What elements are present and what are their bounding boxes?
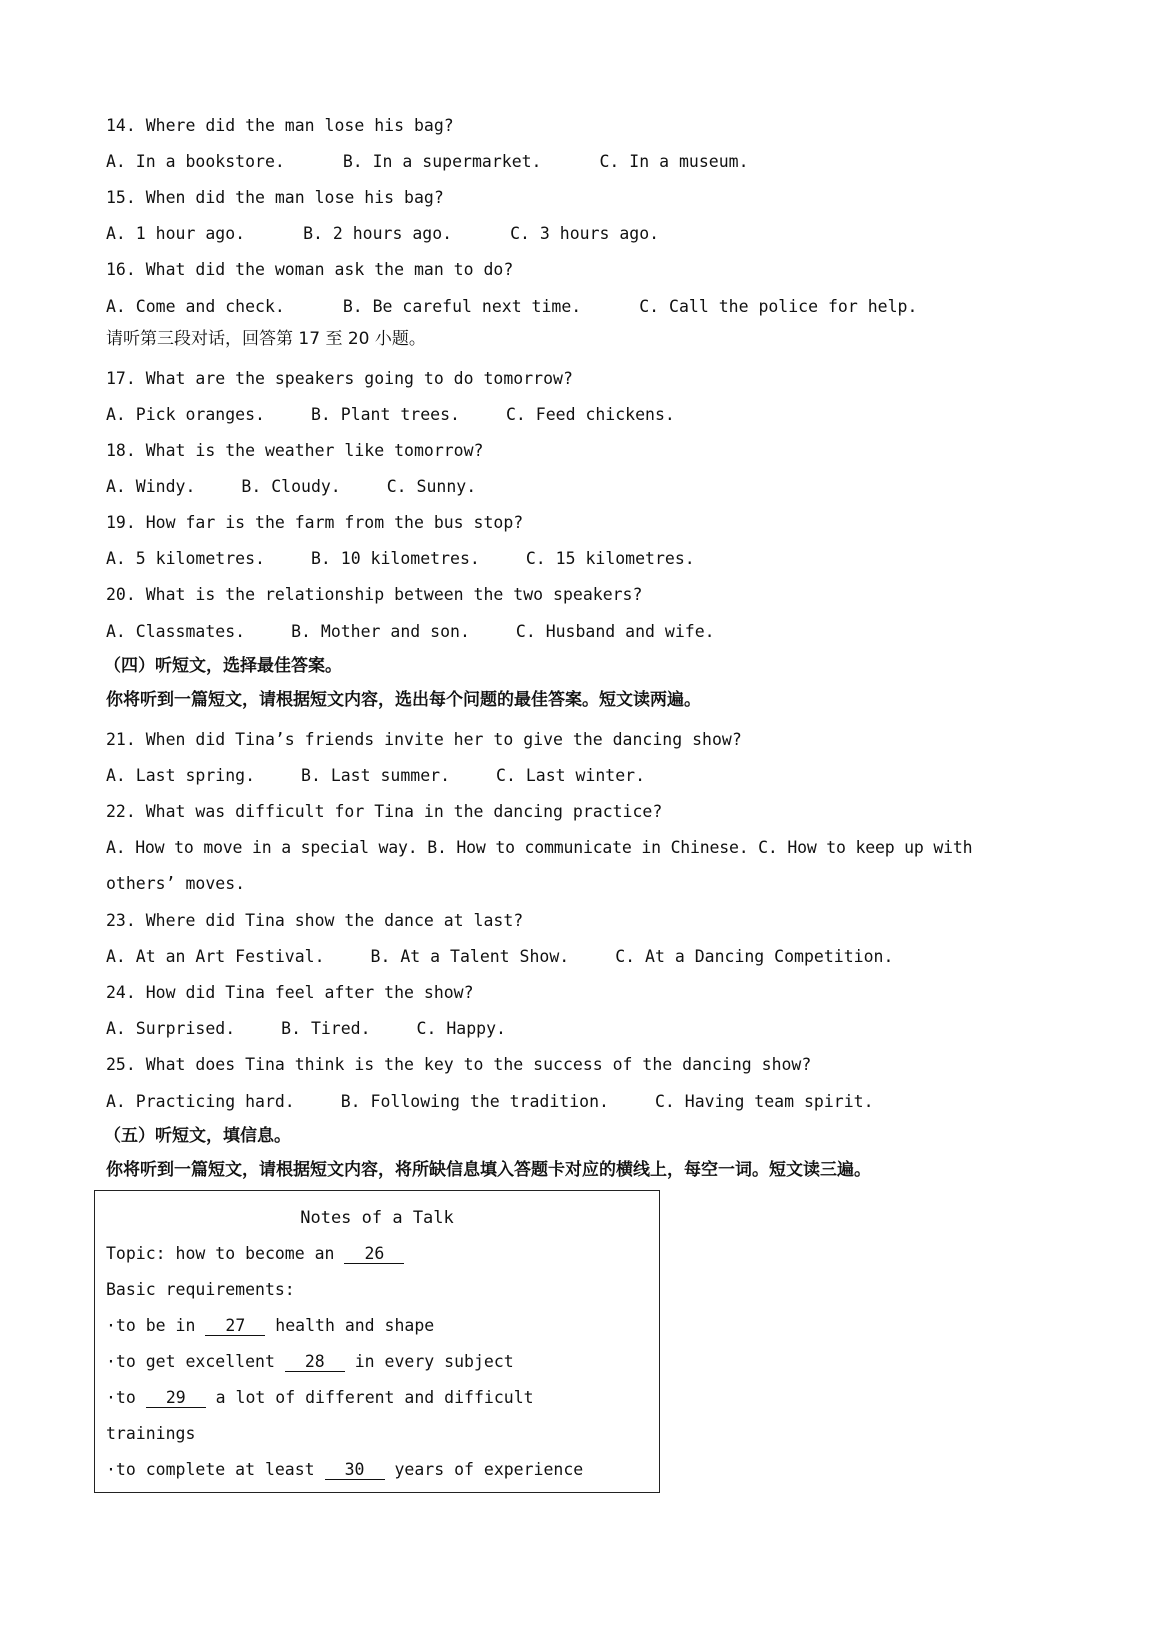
blank-27: 27 xyxy=(205,1316,265,1336)
option-b: B. At a Talent Show. xyxy=(370,947,570,966)
blank-28: 28 xyxy=(285,1352,345,1372)
notes-requirement-2 xyxy=(106,1351,514,1373)
option-b: B. In a supermarket. xyxy=(342,152,542,171)
options-21 xyxy=(106,765,645,787)
notes-requirement-4 xyxy=(106,1459,583,1481)
question-19: 19. How far is the farm from the bus stop? xyxy=(106,513,524,532)
option-a: A. At an Art Festival. xyxy=(106,947,325,966)
notes-box xyxy=(94,1190,660,1493)
options-16 xyxy=(106,296,917,318)
option-c: C. At a Dancing Competition. xyxy=(615,947,894,966)
question-17: 17. What are the speakers going to do tomorrow? xyxy=(106,369,573,388)
question-18: 18. What is the weather like tomorrow? xyxy=(106,441,484,460)
options-22-line1: A. How to move in a special way. B. How to communicate in Chinese. C. How to keep up with xyxy=(106,838,973,857)
option-b: B. 10 kilometres. xyxy=(310,549,480,568)
option-b: B. 2 hours ago. xyxy=(303,224,453,243)
options-20 xyxy=(106,621,715,643)
part5-instruction: 你将听到一篇短文，请根据短文内容，将所缺信息填入答题卡对应的横线上，每空一词。短文读三遍。 xyxy=(106,1160,871,1180)
option-b: B. Cloudy. xyxy=(241,477,341,496)
option-c: C. Call the police for help. xyxy=(639,297,918,316)
option-b: B. Be careful next time. xyxy=(342,297,582,316)
option-a: A. Surprised. xyxy=(106,1019,236,1038)
notes-requirement-3-cont: trainings xyxy=(106,1424,196,1443)
requirement-text: ·to xyxy=(106,1388,146,1407)
notes-requirement-1 xyxy=(106,1315,434,1337)
requirement-text: health and shape xyxy=(265,1316,435,1335)
option-a: A. Last spring. xyxy=(106,766,256,785)
options-23 xyxy=(106,946,893,968)
question-21: 21. When did Tina’s friends invite her to give the dancing show? xyxy=(106,730,742,749)
question-15: 15. When did the man lose his bag? xyxy=(106,188,444,207)
notes-basic-requirements: Basic requirements: xyxy=(106,1280,295,1299)
option-c: C. Last winter. xyxy=(496,766,646,785)
option-b: B. Plant trees. xyxy=(310,405,460,424)
requirement-text: in every subject xyxy=(344,1352,514,1371)
option-a: A. Classmates. xyxy=(106,622,246,641)
options-19 xyxy=(106,548,695,570)
option-a: A. Come and check. xyxy=(106,297,285,316)
blank-29: 29 xyxy=(146,1388,206,1408)
option-c: C. 15 kilometres. xyxy=(525,549,695,568)
option-c: C. In a museum. xyxy=(599,152,749,171)
blank-30: 30 xyxy=(325,1460,385,1480)
question-16: 16. What did the woman ask the man to do? xyxy=(106,260,514,279)
question-25: 25. What does Tina think is the key to the success of the dancing show? xyxy=(106,1055,812,1074)
options-14 xyxy=(106,151,749,173)
option-a: A. In a bookstore. xyxy=(106,152,285,171)
options-24 xyxy=(106,1018,506,1040)
question-24: 24. How did Tina feel after the show? xyxy=(106,983,474,1002)
notes-requirement-3 xyxy=(106,1387,534,1409)
blank-26: 26 xyxy=(344,1244,404,1264)
requirement-text: ·to complete at least xyxy=(106,1460,325,1479)
option-b: B. Last summer. xyxy=(301,766,451,785)
options-25 xyxy=(106,1091,874,1113)
option-b: B. Tired. xyxy=(281,1019,371,1038)
requirement-text: ·to get excellent xyxy=(106,1352,285,1371)
part4-instruction: 你将听到一篇短文，请根据短文内容，选出每个问题的最佳答案。短文读两遍。 xyxy=(106,690,701,710)
notes-title: Notes of a Talk xyxy=(300,1208,454,1228)
option-c: C. Having team spirit. xyxy=(654,1092,874,1111)
option-a: A. Windy. xyxy=(106,477,196,496)
option-c: C. Sunny. xyxy=(386,477,477,496)
options-15 xyxy=(106,223,659,245)
topic-label: Topic: how to become an xyxy=(106,1244,345,1263)
option-c: C. Happy. xyxy=(416,1019,506,1038)
option-a: A. Practicing hard. xyxy=(106,1092,295,1111)
option-a: A. Pick oranges. xyxy=(106,405,265,424)
requirement-text: ·to be in xyxy=(106,1316,206,1335)
question-23: 23. Where did Tina show the dance at last? xyxy=(106,911,524,930)
part4-heading: （四）听短文，选择最佳答案。 xyxy=(104,656,342,676)
requirement-text: a lot of different and difficult xyxy=(205,1388,534,1407)
part5-heading: （五）听短文，填信息。 xyxy=(104,1126,291,1146)
option-c: C. 3 hours ago. xyxy=(510,224,660,243)
option-a: A. 5 kilometres. xyxy=(106,549,265,568)
requirement-text: years of experience xyxy=(384,1460,584,1479)
options-22-line2: others’ moves. xyxy=(106,874,246,893)
option-c: C. Feed chickens. xyxy=(505,405,675,424)
question-22: 22. What was difficult for Tina in the dancing practice? xyxy=(106,802,663,821)
question-20: 20. What is the relationship between the two speakers? xyxy=(106,585,643,604)
section3-instruction: 请听第三段对话，回答第 17 至 20 小题。 xyxy=(106,329,426,349)
options-18 xyxy=(106,476,476,498)
option-a: A. 1 hour ago. xyxy=(106,224,246,243)
options-17 xyxy=(106,404,675,426)
option-c: C. Husband and wife. xyxy=(515,622,715,641)
question-14: 14. Where did the man lose his bag? xyxy=(106,116,454,135)
notes-topic xyxy=(106,1243,404,1265)
option-b: B. Following the tradition. xyxy=(340,1092,609,1111)
option-b: B. Mother and son. xyxy=(291,622,470,641)
